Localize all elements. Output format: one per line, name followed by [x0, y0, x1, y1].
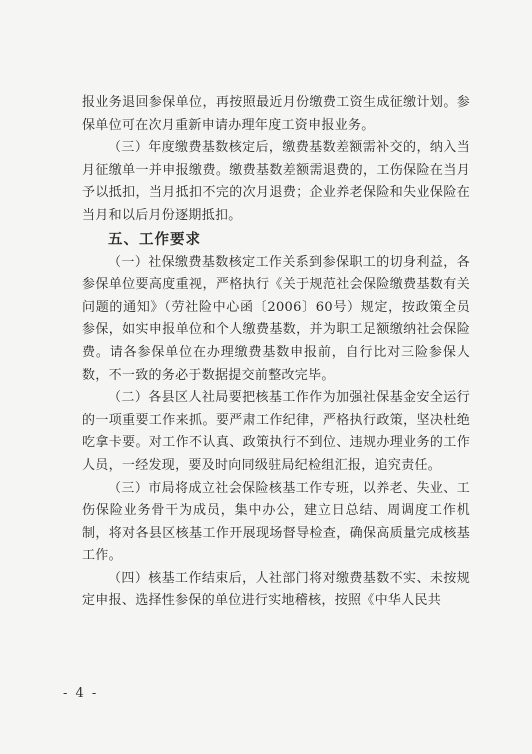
section-heading-work-requirements: 五、工作要求: [108, 231, 201, 248]
page-number: - 4 -: [63, 686, 99, 701]
page-body: [82, 92, 470, 613]
paragraph-requirement-4: （四）核基工作结束后，人社部门将对缴费基数不实、未按规定申报、选择性参保的单位进行实地稽核，按照《中华人民共: [82, 570, 470, 609]
paragraph-continuation: 报业务退回参保单位，再按照最近月份缴费工资生成征缴计划。参保单位可在次月重新申请办理年度工资申报业务。: [82, 95, 470, 133]
paragraph-requirement-3: （三）市局将成立社会保险核基工作专班，以养老、失业、工伤保险业务骨干为成员，集中办公，建立日总结、周调度工作机制，将对各县区核基工作开展现场督导检查，确保高质量完成核基工作。: [82, 480, 470, 564]
paragraph-requirement-1: （一）社保缴费基数核定工作关系到参保职工的切身利益，各参保单位要高度重视，严格执行《关于规范社会保险缴费基数有关问题的通知》（劳社险中心函〔2006〕60号）规定，按政策全员参保，如实申报单位和个人缴费基数，并为职工足额缴纳社会保险费。请各参保单位在办理缴费基数申报前，自行比对三险参保人数，不一致的务必于数据提交前整改完毕。: [82, 254, 470, 383]
paragraph-base-difference: （三）年度缴费基数核定后，缴费基数差额需补交的，纳入当月征缴单一并申报缴费。缴费基数差额需退费的，工伤保险在当月予以抵扣，当月抵扣不完的次月退费；企业养老保险和失业保险在当月和以后月份逐期抵扣。: [82, 140, 470, 223]
paragraph-requirement-2: （二）各县区人社局要把核基工作作为加强社保基金安全运行的一项重要工作来抓。要严肃工作纪律，严格执行政策，坚决杜绝吃拿卡要。对工作不认真、政策执行不到位、违规办理业务的工作人员，一经发现，要及时向同级驻局纪检组汇报，追究责任。: [82, 390, 470, 473]
